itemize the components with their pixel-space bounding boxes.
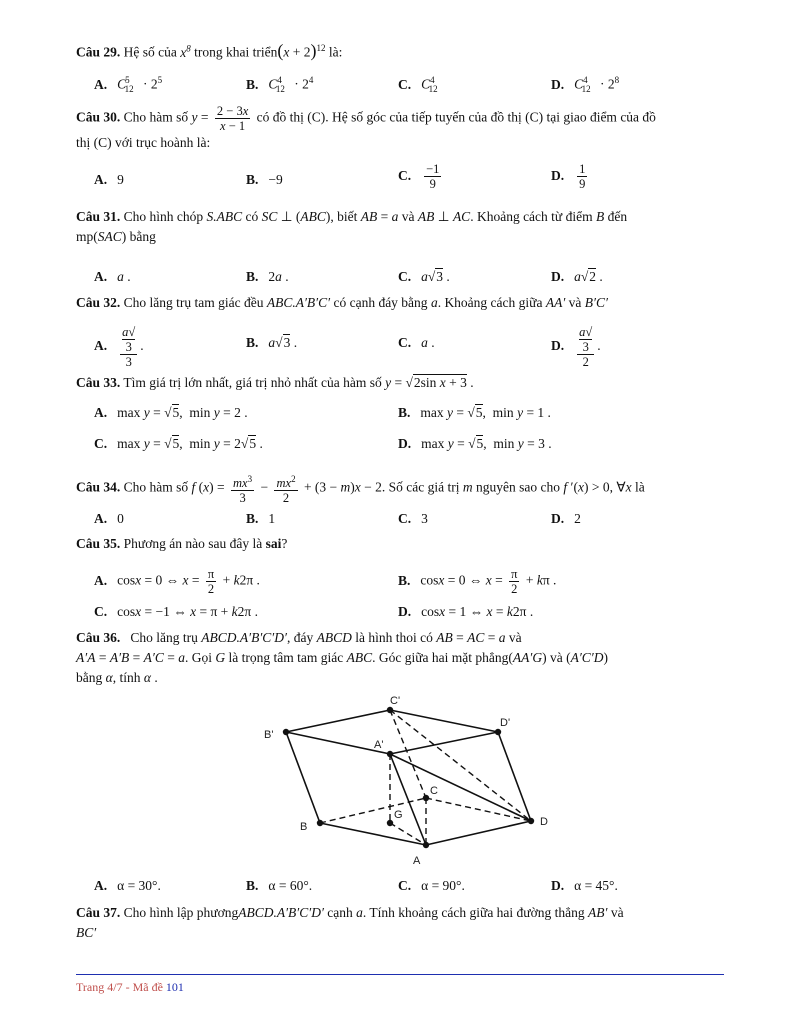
option-b[interactable]: B. 1	[246, 511, 276, 526]
point-c1	[387, 707, 393, 713]
option-c[interactable]: C. a√3 .	[398, 269, 450, 284]
edge-c1d1	[390, 710, 498, 732]
question-35: Câu 35. Phương án nào sau đây là sai?	[76, 536, 288, 551]
question-36: Câu 36. Cho lăng trụ ABCD.A′B′C′D′, đáy ABCD là hình thoi có AB = AC = a và A′A = A′B = A′C = a. Gọi G là trọng tâm tam giác ABC. Góc giữa hai mặt phẳng(AA′G) và (A′C′D) bằng α, tính α .	[76, 630, 608, 685]
option-b[interactable]: B. $C^4_{12} \cdot 2^4$	[246, 75, 314, 95]
label-b1: B'	[264, 729, 274, 741]
point-a1	[387, 751, 393, 757]
footer-divider	[76, 974, 724, 975]
question-33: Câu 33. Tìm giá trị lớn nhất, giá trị nhỏ nhất của hàm số y = √2sin x + 3 .	[76, 375, 474, 390]
option-c[interactable]: C. a .	[398, 335, 435, 350]
option-b[interactable]: B. −9	[246, 172, 283, 187]
point-g	[387, 820, 393, 826]
option-c[interactable]: C. cosx = −1 ⇔ x = π + k2π .	[94, 604, 258, 619]
edge-ba	[320, 823, 426, 845]
question-31: Câu 31. Cho hình chóp S.ABC có SC ⊥ (ABC), biết AB = a và AB ⊥ AC. Khoảng cách từ điểm B đến mp(SAC) bằng	[76, 209, 628, 244]
option-d[interactable]: D. max y = √5, min y = 3 .	[398, 436, 552, 451]
option-c[interactable]: C. $\frac{-1}{9}$	[398, 162, 440, 191]
question-37: Câu 37. Cho hình lập phươngABCD.A′B′C′D′ cạnh a. Tính khoảng cách giữa hai đường thẳng AB′ và BC′	[76, 905, 624, 940]
point-d	[528, 818, 534, 824]
label-c1: C'	[390, 695, 401, 707]
option-c[interactable]: C. max y = √5, min y = 2√5 .	[94, 436, 263, 451]
label-c: C	[430, 785, 438, 797]
option-a[interactable]: A. a√ 3 3 .	[94, 325, 144, 369]
point-c	[423, 795, 429, 801]
option-d[interactable]: D. 2	[551, 511, 581, 526]
option-d[interactable]: D. $C^4_{12} \cdot 2^8$	[551, 75, 620, 95]
option-c[interactable]: C. 3	[398, 511, 428, 526]
option-c[interactable]: C. $C^4_{12}$	[398, 75, 438, 95]
option-d[interactable]: D. cosx = 1 ⇔ x = k2π .	[398, 604, 534, 619]
label-d: D	[540, 816, 548, 828]
option-b[interactable]: B. α = 60°.	[246, 878, 313, 893]
option-b[interactable]: B. max y = √5, min y = 1 .	[398, 405, 551, 420]
label-a: A	[413, 855, 421, 867]
question-30: Câu 30. Cho hàm số y = $\frac{2 - 3x}{x - 1}$ có đồ thị (C). Hệ số góc của tiếp tuyến của đồ thị (C) tại giao điểm của đồ thị (C) với trục hoành là:	[76, 104, 656, 150]
question-32: Câu 32. Cho lăng trụ tam giác đều ABC.A′B′C′ có cạnh đáy bằng a. Khoảng cách giữa AA′ và B′C′	[76, 295, 608, 310]
edge-bc	[320, 798, 426, 823]
edge-cd	[426, 798, 531, 821]
edge-c1c	[390, 710, 426, 798]
option-a[interactable]: A. cosx = 0 ⇔ x = $\frac{\pi}{2}$ + k2π .	[94, 567, 260, 596]
option-a[interactable]: A. 9	[94, 172, 124, 187]
option-c[interactable]: C. α = 90°.	[398, 878, 465, 893]
page-footer: Trang 4/7 - Mã đề 101	[76, 980, 184, 994]
edge-ad	[426, 821, 531, 845]
question-number: Câu 29.	[76, 44, 121, 60]
option-b[interactable]: B. cosx = 0 ⇔ x = $\frac{\pi}{2}$ + kπ .	[398, 567, 557, 596]
point-b1	[283, 729, 289, 735]
option-b[interactable]: B. a√3 .	[246, 335, 298, 350]
label-a1: A'	[374, 739, 384, 751]
option-b[interactable]: B. 2a .	[246, 269, 289, 284]
edge-b1b	[286, 732, 320, 823]
option-a[interactable]: A. a .	[94, 269, 131, 284]
option-a[interactable]: A. α = 30°.	[94, 878, 161, 893]
option-a[interactable]: A. $C^5_{12} \cdot 2^5$	[94, 75, 163, 95]
label-b: B	[300, 821, 308, 833]
option-a[interactable]: A. max y = √5, min y = 2 .	[94, 405, 248, 420]
label-d1: D'	[500, 717, 511, 729]
edge-b1c1	[286, 710, 390, 732]
option-d[interactable]: D. a√ 3 2 .	[551, 325, 601, 369]
question-29: Câu 29. Hệ số của $x^8$ trong khai triển(x + 2)$^{12}$ là:	[76, 40, 343, 61]
point-b	[317, 820, 323, 826]
option-d[interactable]: D. a√2 .	[551, 269, 603, 284]
question-34: Câu 34. Cho hàm số f (x) = $\frac{mx^3}{3}$ − $\frac{mx^2}{2}$ + (3 − m)x − 2. Số các giá trị m nguyên sao cho f ′(x) > 0, ∀x là	[76, 474, 645, 506]
option-d[interactable]: D. α = 45°.	[551, 878, 618, 893]
option-d[interactable]: D. $\frac{1}{9}$	[551, 162, 586, 191]
point-d1	[495, 729, 501, 735]
option-a[interactable]: A. 0	[94, 511, 124, 526]
prism-figure	[250, 690, 570, 870]
point-a	[423, 842, 429, 848]
label-g: G	[394, 809, 403, 821]
